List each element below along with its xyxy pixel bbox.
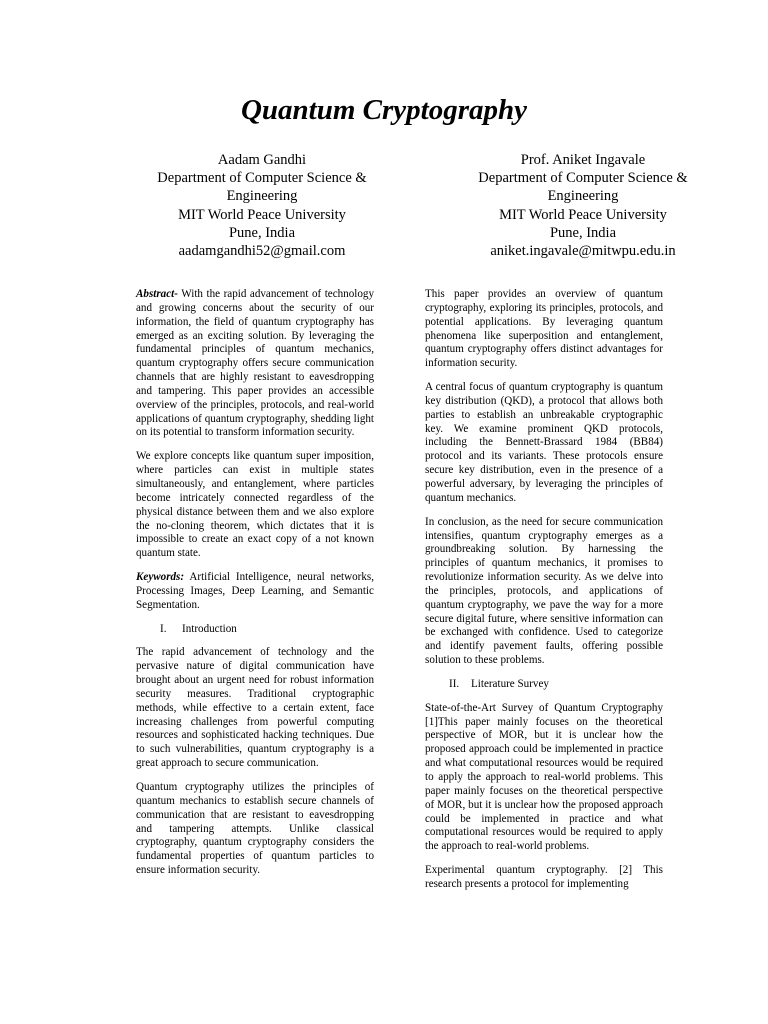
author-department: Department of Computer Science & Engineering	[478, 170, 688, 205]
author-university: MIT World Peace University	[178, 206, 346, 223]
right-column	[425, 288, 663, 902]
section-heading-literature-survey	[425, 678, 663, 692]
intro-paragraph-1: The rapid advancement of technology and the pervasive nature of digital communication have brought about an urgent need for robust information security measures. Traditional cryptographic methods, while effective to a certain extent, face increasing challenges from powerful computing resources and sophisticated hacking techniques. Due to such vulnerabilities, quantum cryptography is a great approach to secure communication.	[136, 646, 374, 770]
qkd-paragraph: A central focus of quantum cryptography is quantum key distribution (QKD), a protocol that allows both parties to establish an unbreakable cryptographic key. We examine prominent QKD protocols, including the Bennett-Brassard 1984 (BB84) protocol and its variants. These protocols ensure secure key distribution, even in the presence of a powerful adversary, by leveraging the principles of quantum mechanics.	[425, 381, 663, 504]
author-block-1	[137, 151, 387, 260]
keywords-paragraph	[136, 571, 374, 613]
literature-paragraph-1: State-of-the-Art Survey of Quantum Cryptography [1]This paper mainly focuses on the theoretical perspective of MOR, but it is unclear how the proposed approach could be implemented in practice and what computational resources would be required to apply the approach to real-world problems. This paper mainly focuses on the theoretical perspective of MOR, but it is unclear how the proposed approach could be implemented in practice and what computational resources would be required to apply the approach to real-world problems.	[425, 701, 663, 853]
left-column	[136, 288, 374, 888]
keywords-text: Artificial Intelligence, neural networks, Processing Images, Deep Learning, and Semantic Segmentation.	[136, 571, 374, 611]
abstract-paragraph	[136, 288, 374, 440]
literature-paragraph-2: Experimental quantum cryptography. [2] This research presents a protocol for implementing	[425, 864, 663, 890]
section-title: Introduction	[182, 622, 237, 635]
section-number: II.	[449, 677, 460, 690]
abstract-paragraph-2: We explore concepts like quantum super imposition, where particles can exist in multiple states simultaneously, and entanglement, where particles become intricately connected regardless of the physical distance between them and we also explore the no-cloning theorem, which dictates that it is impossible to create an exact copy of a not known quantum state.	[136, 450, 374, 560]
conclusion-paragraph: In conclusion, as the need for secure communication intensifies, quantum cryptography emerges as a groundbreaking solution. By harnessing the principles of quantum mechanics, it promises to revolutionize information security. As we delve into the principles, protocols, and applications of quantum cryptography, we pave the way for a more secure digital future, where sensitive information can be exchanged with confidence. Used to categorize and identify pavement faults, offering possible solution to these problems.	[425, 515, 663, 667]
author-block-2	[458, 151, 708, 260]
overview-paragraph: This paper provides an overview of quantum cryptography, exploring its principles, protocols, and potential applications. By leveraging quantum phenomena like superposition and entanglement, quantum cryptography offers distinct advantages for information security.	[425, 288, 663, 370]
author-department: Department of Computer Science & Engineering	[157, 170, 367, 205]
section-number: I.	[160, 622, 167, 635]
section-heading-introduction	[136, 623, 374, 637]
abstract-text: With the rapid advancement of technology and growing concerns about the security of our information, the field of quantum cryptography has emerged as an exciting solution. By leveraging the fundamental principles of quantum mechanics, quantum cryptography offers secure communication channels that are highly resistant to eavesdropping and tampering. This paper provides an accessible overview of the principles, protocols, and real-world applications of quantum cryptography, shedding light on its potential to transform information security.	[136, 288, 374, 439]
keywords-label: Keywords:	[136, 571, 185, 584]
author-email: aadamgandhi52@gmail.com	[178, 243, 346, 260]
author-name: Prof. Aniket Ingavale	[520, 152, 646, 168]
intro-paragraph-2: Quantum cryptography utilizes the principles of quantum mechanics to establish secure channels of communication that are resistant to eavesdropping and tampering attempts. Unlike classical cryptography, quantum cryptography considers the fundamental properties of quantum particles to ensure information security.	[136, 781, 374, 877]
author-location: Pune, India	[549, 224, 617, 241]
author-name: Aadam Gandhi	[217, 152, 307, 168]
section-title: Literature Survey	[471, 677, 549, 690]
abstract-label: Abstract-	[136, 288, 178, 300]
page-title: Quantum Cryptography	[240, 94, 528, 126]
author-email: aniket.ingavale@mitwpu.edu.in	[490, 243, 676, 260]
author-location: Pune, India	[228, 224, 296, 241]
author-university: MIT World Peace University	[499, 206, 667, 223]
